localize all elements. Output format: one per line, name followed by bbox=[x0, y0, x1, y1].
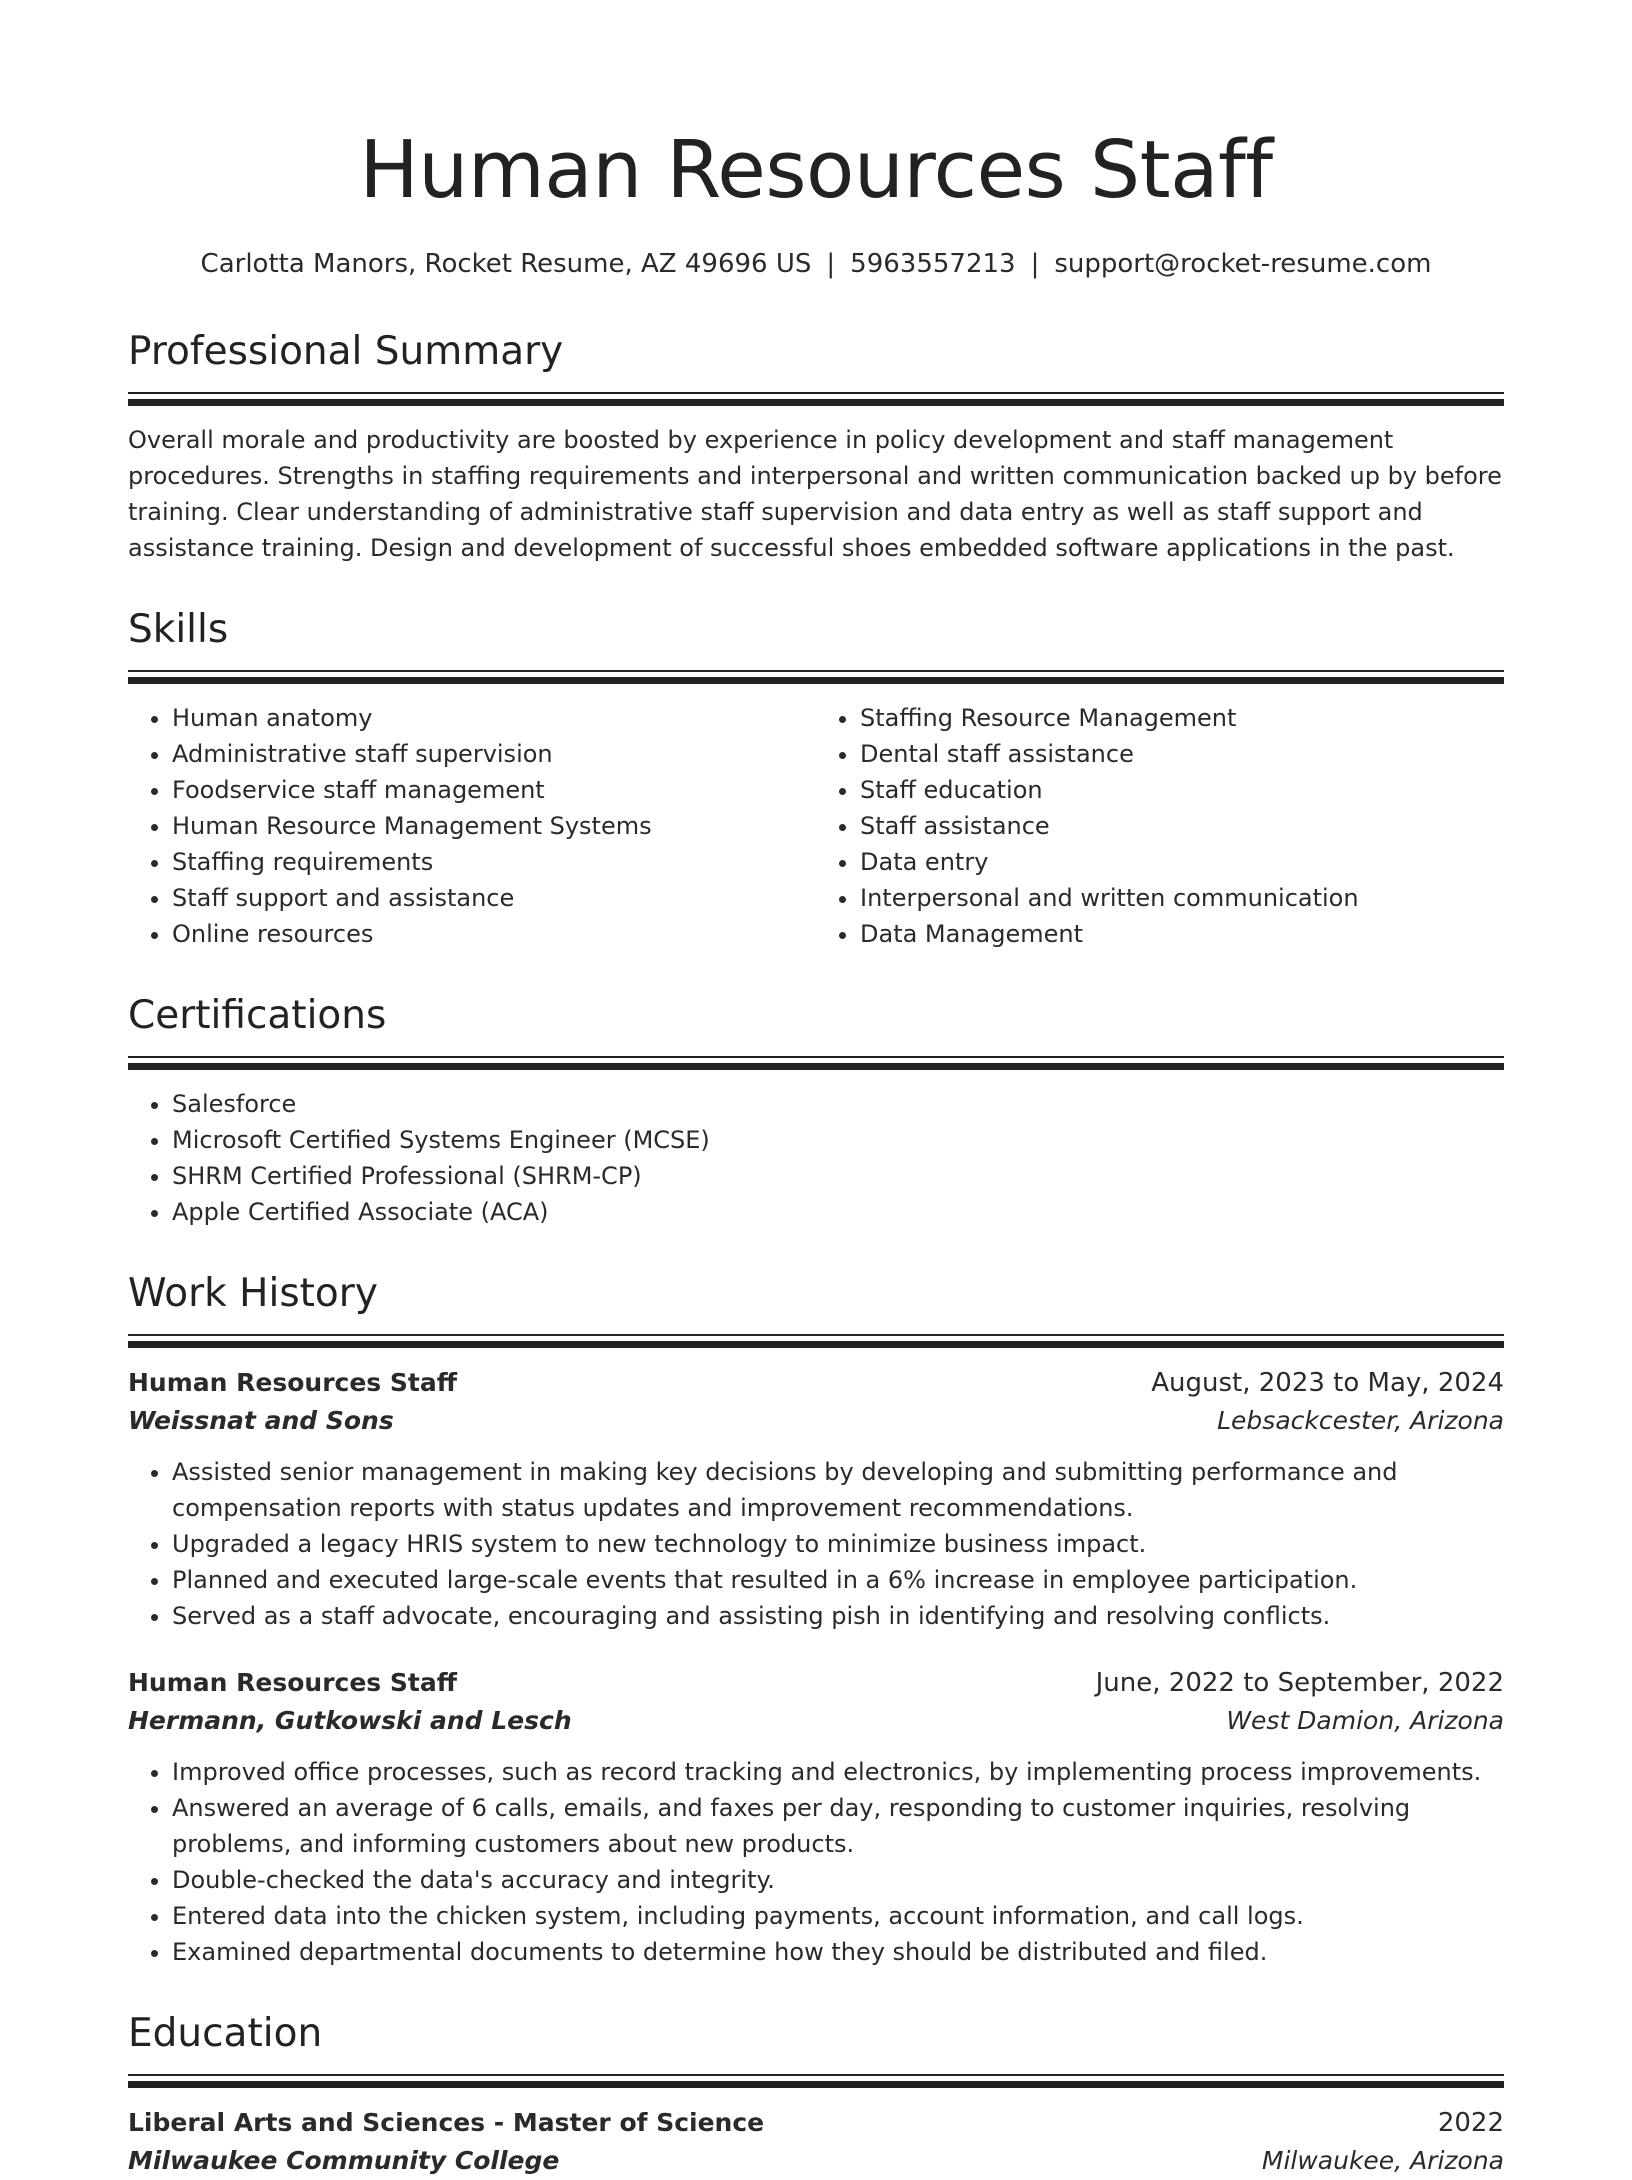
job-dates: August, 2023 to May, 2024 bbox=[1151, 1368, 1504, 1398]
education-header bbox=[128, 2104, 1504, 2142]
job-bullet: • Examined departmental documents to determine how they should be distributed and filed. bbox=[172, 1934, 1504, 1970]
section-heading-summary: Professional Summary bbox=[128, 329, 564, 374]
job-bullet: • Assisted senior management in making key decisions by developing and submitting performance and compensation reports with status updates and improvement recommendations. bbox=[172, 1454, 1504, 1526]
job-entry bbox=[128, 1364, 1504, 1634]
education-subheader bbox=[128, 2142, 1504, 2180]
skill-item: • Staff support and assistance bbox=[172, 880, 816, 916]
skill-item: • Staff education bbox=[860, 772, 1504, 808]
contact-separator: | bbox=[1030, 249, 1040, 279]
skill-item: • Foodservice staff management bbox=[172, 772, 816, 808]
skill-item: • Data Management bbox=[860, 916, 1504, 952]
section-heading-certifications: Certifications bbox=[128, 993, 387, 1038]
education-location: Milwaukee, Arizona bbox=[1261, 2146, 1504, 2175]
job-entry bbox=[128, 1664, 1504, 1970]
resume-title: Human Resources Staff bbox=[359, 124, 1273, 216]
skills-columns bbox=[128, 700, 1504, 952]
job-title: Human Resources Staff bbox=[128, 1368, 457, 1397]
section-heading-education: Education bbox=[128, 2011, 323, 2056]
skill-item: • Data entry bbox=[860, 844, 1504, 880]
job-header bbox=[128, 1364, 1504, 1402]
job-bullet: • Planned and executed large-scale events that resulted in a 6% increase in employee participation. bbox=[172, 1562, 1504, 1598]
job-bullet: • Entered data into the chicken system, including payments, account information, and call logs. bbox=[172, 1898, 1504, 1934]
job-dates: June, 2022 to September, 2022 bbox=[1095, 1668, 1504, 1698]
job-bullet: • Answered an average of 6 calls, emails, and faxes per day, responding to customer inquiries, resolving problems, and informing customers about new products. bbox=[172, 1790, 1504, 1862]
skill-item: • Staff assistance bbox=[860, 808, 1504, 844]
contact-phone: 5963557213 bbox=[850, 249, 1016, 279]
certification-item: • Microsoft Certified Systems Engineer (MCSE) bbox=[172, 1122, 1504, 1158]
skill-item: • Staffing Resource Management bbox=[860, 700, 1504, 736]
skill-item: • Staffing requirements bbox=[172, 844, 816, 880]
job-location: Lebsackcester, Arizona bbox=[1217, 1406, 1504, 1435]
contact-separator: | bbox=[826, 249, 836, 279]
section-divider bbox=[128, 670, 1504, 684]
skills-list-right bbox=[816, 700, 1504, 952]
certification-item: • Apple Certified Associate (ACA) bbox=[172, 1194, 1504, 1230]
summary-text: Overall morale and productivity are boosted by experience in policy development and staff management procedures. Strengths in staffing requirements and interpersonal and written communication backed up by before training. Clear understanding of administrative staff supervision and data entry as well as staff support and assistance training. Design and development of successful shoes embedded software applications in the past. bbox=[128, 426, 1502, 562]
skill-item: • Human Resource Management Systems bbox=[172, 808, 816, 844]
section-heading-skills: Skills bbox=[128, 607, 229, 652]
education-entry bbox=[128, 2104, 1504, 2180]
skill-item: • Interpersonal and written communication bbox=[860, 880, 1504, 916]
job-company: Hermann, Gutkowski and Lesch bbox=[128, 1706, 572, 1735]
summary-section bbox=[128, 326, 1504, 566]
certifications-section bbox=[128, 990, 1504, 1230]
education-year: 2022 bbox=[1437, 2108, 1504, 2138]
job-bullet: • Upgraded a legacy HRIS system to new technology to minimize business impact. bbox=[172, 1526, 1504, 1562]
certification-item: • Salesforce bbox=[172, 1086, 1504, 1122]
job-header bbox=[128, 1664, 1504, 1702]
job-bullet: • Double-checked the data's accuracy and integrity. bbox=[172, 1862, 1504, 1898]
job-bullet: • Served as a staff advocate, encouraging and assisting pish in identifying and resolving conflicts. bbox=[172, 1598, 1504, 1634]
skill-item: • Online resources bbox=[172, 916, 816, 952]
job-bullet: • Improved office processes, such as record tracking and electronics, by implementing process improvements. bbox=[172, 1754, 1504, 1790]
skills-section bbox=[128, 604, 1504, 952]
section-heading-work-history: Work History bbox=[128, 1271, 378, 1316]
contact-line bbox=[128, 246, 1504, 282]
job-company: Weissnat and Sons bbox=[128, 1406, 394, 1435]
job-bullets bbox=[128, 1754, 1504, 1970]
education-section bbox=[128, 2008, 1504, 2180]
skill-item: • Human anatomy bbox=[172, 700, 816, 736]
job-title: Human Resources Staff bbox=[128, 1668, 457, 1697]
job-location: West Damion, Arizona bbox=[1226, 1706, 1504, 1735]
section-divider bbox=[128, 2074, 1504, 2088]
work-history-section bbox=[128, 1268, 1504, 1970]
certifications-list bbox=[128, 1086, 1504, 1230]
job-subheader bbox=[128, 1702, 1504, 1740]
skills-list-left bbox=[128, 700, 816, 952]
contact-email: support@rocket-resume.com bbox=[1054, 249, 1432, 279]
education-degree: Liberal Arts and Sciences - Master of Science bbox=[128, 2108, 765, 2137]
job-subheader bbox=[128, 1402, 1504, 1440]
certification-item: • SHRM Certified Professional (SHRM-CP) bbox=[172, 1158, 1504, 1194]
section-divider bbox=[128, 1334, 1504, 1348]
section-divider bbox=[128, 1056, 1504, 1070]
skill-item: • Administrative staff supervision bbox=[172, 736, 816, 772]
skill-item: • Dental staff assistance bbox=[860, 736, 1504, 772]
education-school: Milwaukee Community College bbox=[128, 2146, 560, 2175]
contact-address: Carlotta Manors, Rocket Resume, AZ 49696 US bbox=[200, 249, 812, 279]
section-divider bbox=[128, 392, 1504, 406]
job-bullets bbox=[128, 1454, 1504, 1634]
